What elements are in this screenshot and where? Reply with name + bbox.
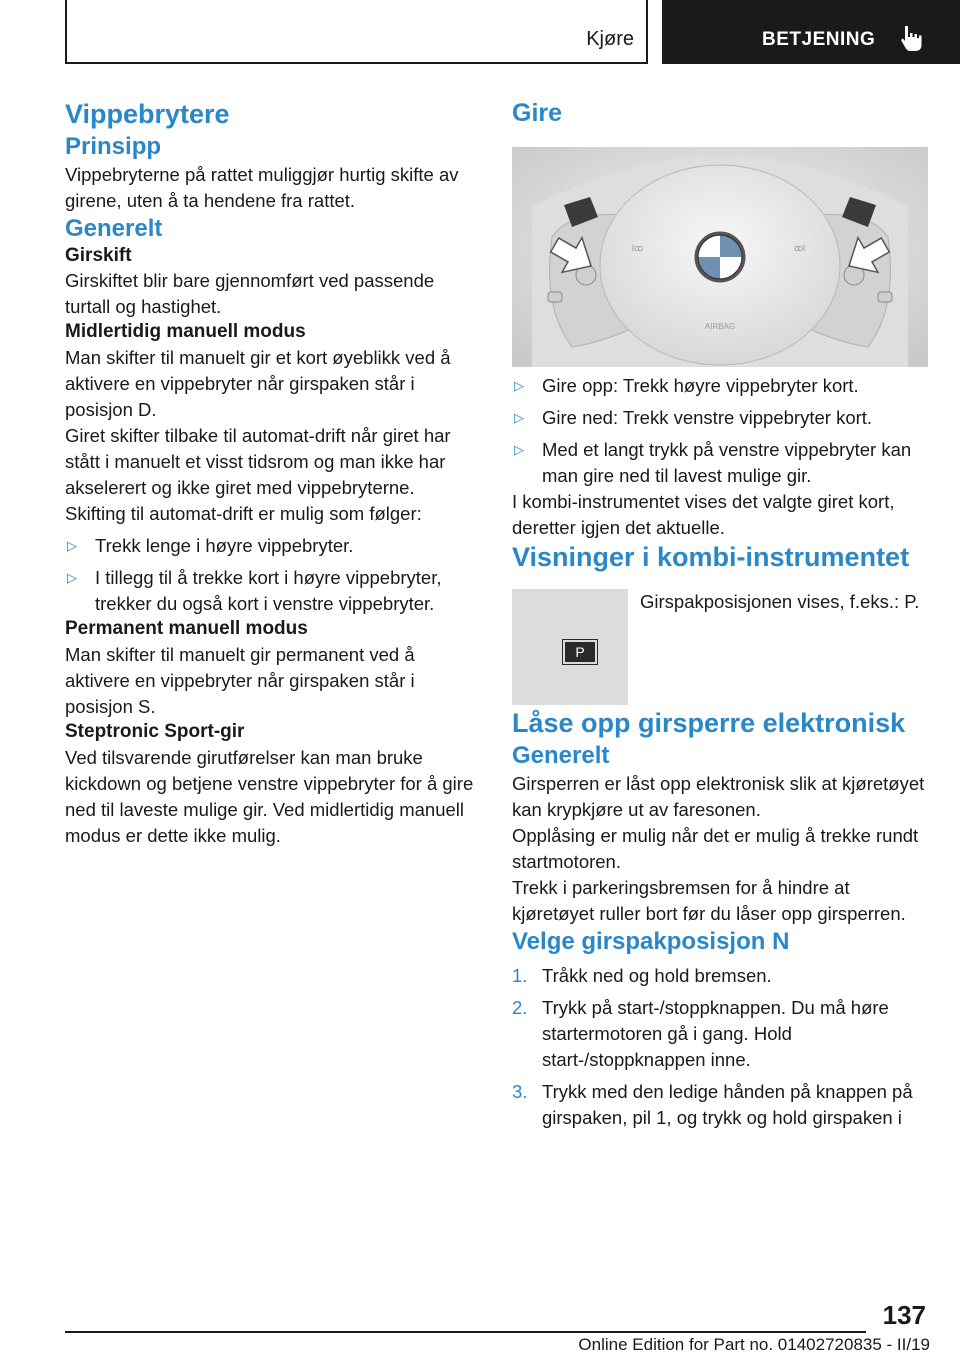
principle-text: Vippebryterne på rattet muliggjør hurtig skifte av girene, uten å ta hendene fra rattet. — [65, 163, 459, 211]
gear-display-illustration — [512, 589, 628, 705]
subsection-title-general: Generelt — [65, 214, 163, 242]
permanent-manual-text: Man skifter til manuelt gir permanent ved å aktivere en vippebryter når girspaken står i posisjon S. — [65, 643, 415, 717]
list-item: ▷ Trekk lenge i høyre vippebryter. — [65, 533, 480, 559]
header-chapter-tab — [662, 0, 960, 64]
svg-text:lꝏ: lꝏ — [632, 243, 644, 254]
triangle-bullet-icon: ▷ — [514, 442, 524, 458]
footer-edition: Online Edition for Part no. 01402720835 - II/19 — [578, 1335, 930, 1354]
svg-text:ꝏl: ꝏl — [794, 243, 806, 254]
heading-temporary-manual: Midlertidig manuell modus — [65, 321, 306, 343]
display-text: Girspakposisjonen vises, f.eks.: P. — [640, 591, 920, 612]
section-title-unlock: Låse opp girsperre elektronisk — [512, 708, 906, 738]
triangle-bullet-icon: ▷ — [67, 538, 77, 554]
temporary-manual-text-3: Skifting til automat-drift er mulig som følger: — [65, 503, 422, 525]
heading-gearshift: Girskift — [65, 244, 132, 266]
hand-pointer-icon — [899, 24, 925, 54]
subsection-title-gire: Gire — [512, 99, 563, 127]
heading-steptronic-sport: Steptronic Sport-gir — [65, 720, 245, 742]
header-section-box — [65, 0, 648, 64]
airbag-label: AIRBAG — [704, 322, 736, 332]
subsection-title-select-n: Velge girspakposisjon N — [512, 927, 790, 955]
gire-note: I kombi-instrumentet vises det valgte giret kort, deretter igjen det aktuelle. — [512, 491, 895, 539]
gear-p-symbol: P — [563, 640, 597, 664]
page-number: 137 — [882, 1300, 926, 1330]
triangle-bullet-icon: ▷ — [514, 410, 524, 426]
list-item: 2. Trykk på start-/stoppknappen. Du må høre startermotoren gå i gang. Hold start-/stoppknappen inne. — [512, 996, 889, 1070]
subsection-title-unlock-general: Generelt — [512, 741, 610, 769]
steering-wheel-illustration — [512, 147, 928, 367]
heading-permanent-manual: Permanent manuell modus — [65, 618, 308, 640]
header-section-label: Kjøre — [586, 28, 634, 50]
gearshift-text: Girskiftet blir bare gjennomført ved passende turtall og hastighet. — [65, 270, 435, 318]
list-item: ▷ I tillegg til å trekke kort i høyre vippebryter, trekker du også kort i venstre vippebryter. — [67, 567, 442, 615]
temporary-manual-list — [65, 533, 480, 617]
unlock-text-2: Opplåsing er mulig når det er mulig å trekke rundt startmotoren. — [512, 824, 919, 872]
list-item: 1. Tråkk ned og hold bremsen. — [512, 964, 772, 986]
temporary-manual-text-2: Giret skifter tilbake til automat-drift når giret har stått i manuelt et visst tidsrom og man ikke har akselerert og ikke giret med vippebryterne. — [65, 425, 451, 499]
steptronic-sport-text: Ved tilsvarende girutførelser kan man bruke kickdown og betjene venstre vippebryter for å gire ned til laveste mulige gir. Ved midlertidig manuell modus er dette ikke mulig. — [65, 746, 474, 846]
section-title-vippebrytere: Vippebrytere — [65, 99, 230, 129]
triangle-bullet-icon: ▷ — [67, 570, 77, 586]
page-header — [0, 0, 960, 66]
list-item: ▷ Gire ned: Trekk venstre vippebryter kort. — [512, 405, 930, 431]
section-title-display: Visninger i kombi-instrumentet — [512, 542, 910, 573]
footer-divider — [65, 1331, 866, 1333]
unlock-text-3: Trekk i parkeringsbremsen for å hindre at kjøretøyet ruller bort før du låser opp girsperren. — [512, 876, 906, 924]
select-n-steps — [512, 963, 930, 1131]
list-item: ▷ Med et langt trykk på venstre vippebryter kan man gire ned til lavest mulige gir. — [514, 439, 912, 487]
left-column — [65, 98, 480, 849]
gire-list — [512, 373, 930, 489]
triangle-bullet-icon: ▷ — [514, 378, 524, 394]
temporary-manual-text-1: Man skifter til manuelt gir et kort øyeblikk ved å aktivere en vippebryter når girspaken står i posisjon D. — [65, 347, 451, 421]
header-chapter-label: BETJENING — [762, 29, 876, 50]
unlock-text-1: Girsperren er låst opp elektronisk slik at kjøretøyet kan krypkjøre ut av faresonen. — [512, 772, 925, 820]
list-item: 3. Trykk med den ledige hånden på knappen på girspaken, pil 1, og trykk og hold girspaken i — [512, 1080, 913, 1128]
subsection-title-principle: Prinsipp — [65, 132, 162, 160]
right-column — [512, 98, 930, 1131]
list-item: ▷ Gire opp: Trekk høyre vippebryter kort. — [512, 373, 930, 399]
display-example — [512, 589, 930, 707]
